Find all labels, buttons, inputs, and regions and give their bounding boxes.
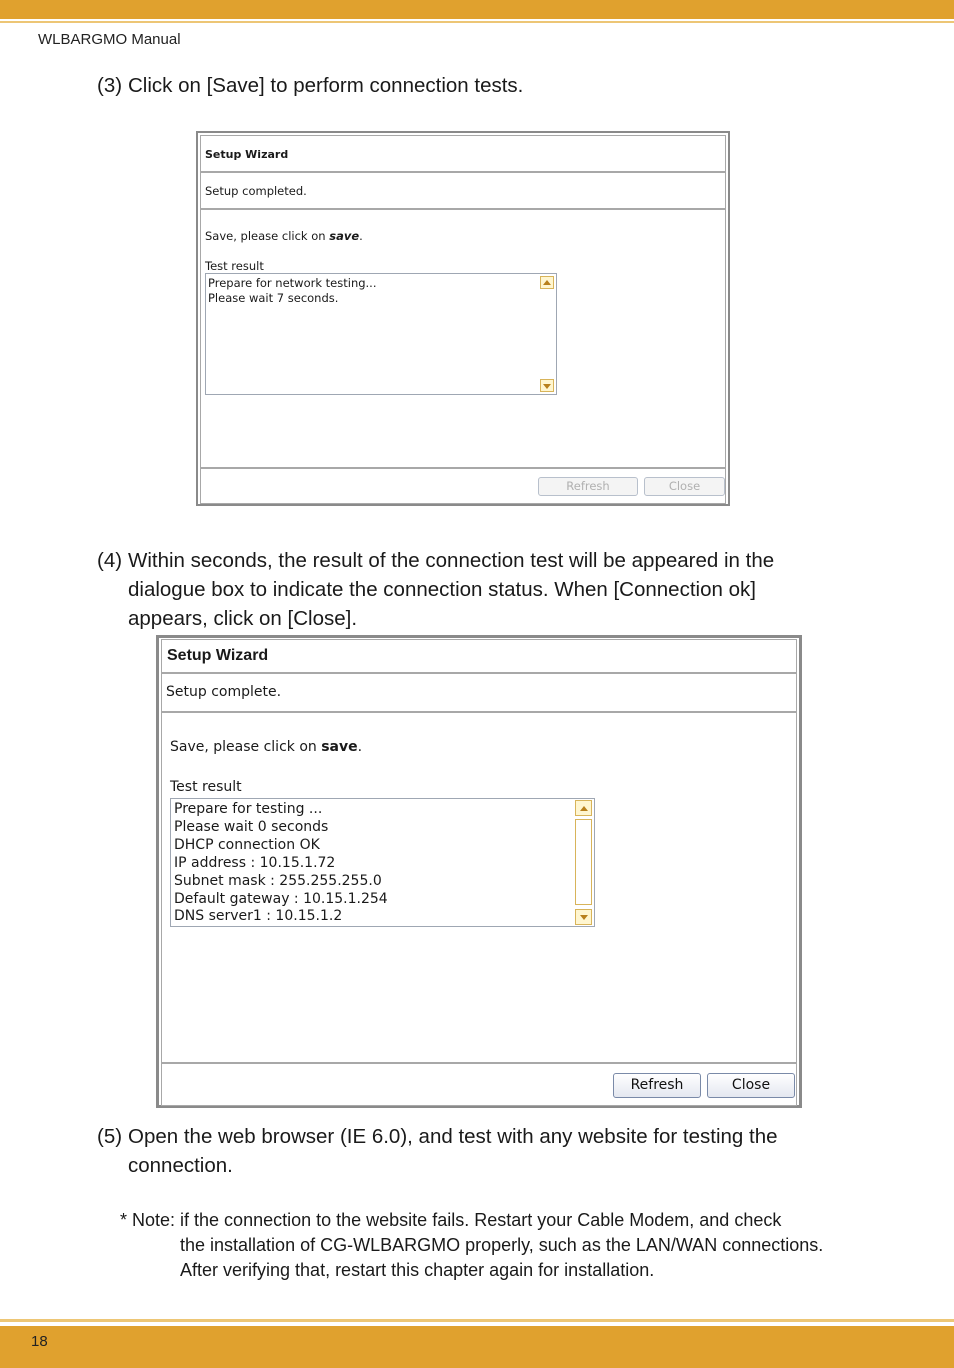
installation-note [120,1208,823,1283]
arrow-up-icon [543,280,551,285]
note-prefix: * Note: [120,1210,181,1230]
result-line: Default gateway : 10.15.1.254 [174,890,388,907]
scroll-down-button[interactable] [575,909,592,925]
dialog-body [161,712,797,1063]
setup-wizard-dialog-small [196,131,730,506]
step-number: (5) [97,1125,123,1148]
arrow-up-icon [580,806,588,811]
scroll-up-button[interactable] [540,276,554,289]
page-number: 18 [31,1333,48,1350]
footer-bar [0,1326,954,1368]
step-number: (4) [97,549,123,572]
refresh-button[interactable]: Refresh [613,1073,701,1098]
status-text: Setup complete. [166,684,282,700]
dialog-button-row [161,1063,797,1106]
step-text-line: dialogue box to indicate the connection status. When [Connection ok] [128,578,756,601]
textarea-scrollbar[interactable] [574,799,594,926]
result-line: Please wait 0 seconds [174,818,329,835]
note-line: the installation of CG-WLBARGMO properly, such as the LAN/WAN connections. [180,1235,824,1255]
step-text: Click on [Save] to perform connection tests. [128,74,524,97]
dialog-title-row [200,135,726,172]
save-instruction: Save, please click on save. [170,739,363,755]
step-text-line: Open the web browser (IE 6.0), and test with any website for testing the [128,1125,778,1148]
header-bar [0,0,954,19]
scroll-down-button[interactable] [540,379,554,392]
save-instruction: Save, please click on save. [205,229,363,243]
result-line: IP address : 10.15.1.72 [174,854,336,871]
dialog-status-row [161,673,797,712]
dialog-button-row [200,468,726,504]
test-result-label: Test result [205,259,264,273]
note-line: After verifying that, restart this chapter again for installation. [180,1260,655,1280]
result-line: Prepare for testing ... [174,801,323,817]
result-line: DHCP connection OK [174,836,320,853]
result-line: DNS server1 : 10.15.1.2 [174,908,343,925]
save-keyword: save [321,739,358,755]
arrow-down-icon [580,915,588,920]
step-4 [97,546,774,633]
test-result-label: Test result [170,779,242,795]
step-5 [97,1122,778,1180]
result-line: Prepare for network testing... [208,276,377,290]
refresh-button[interactable]: Refresh [538,477,638,496]
save-keyword: save [329,229,360,243]
step-number: (3) [97,74,123,97]
dialog-status-row [200,172,726,209]
setup-wizard-dialog-large [156,635,802,1108]
dialog-title: Setup Wizard [167,647,269,664]
scroll-thumb[interactable] [575,819,592,905]
dialog-body [200,209,726,468]
note-line: if the connection to the website fails. Restart your Cable Modem, and check [180,1210,782,1230]
header-rule [0,21,954,23]
footer-rule [0,1319,954,1322]
result-line: Please wait 7 seconds. [208,291,339,305]
result-line: Subnet mask : 255.255.255.0 [174,872,382,889]
close-button[interactable]: Close [644,477,725,496]
step-text-line: appears, click on [Close]. [128,607,358,630]
step-text-line: connection. [128,1154,233,1177]
dialog-title: Setup Wizard [205,148,289,161]
arrow-down-icon [543,384,551,389]
step-3 [97,71,523,100]
status-text: Setup completed. [205,184,307,198]
test-result-textarea[interactable] [205,273,557,395]
test-result-textarea[interactable] [170,798,595,927]
manual-title: WLBARGMO Manual [38,31,181,48]
close-button[interactable]: Close [707,1073,795,1098]
dialog-title-row [161,639,797,673]
scroll-up-button[interactable] [575,800,592,816]
textarea-scrollbar[interactable] [539,274,556,394]
step-text-line: Within seconds, the result of the connection test will be appeared in the [128,549,775,572]
